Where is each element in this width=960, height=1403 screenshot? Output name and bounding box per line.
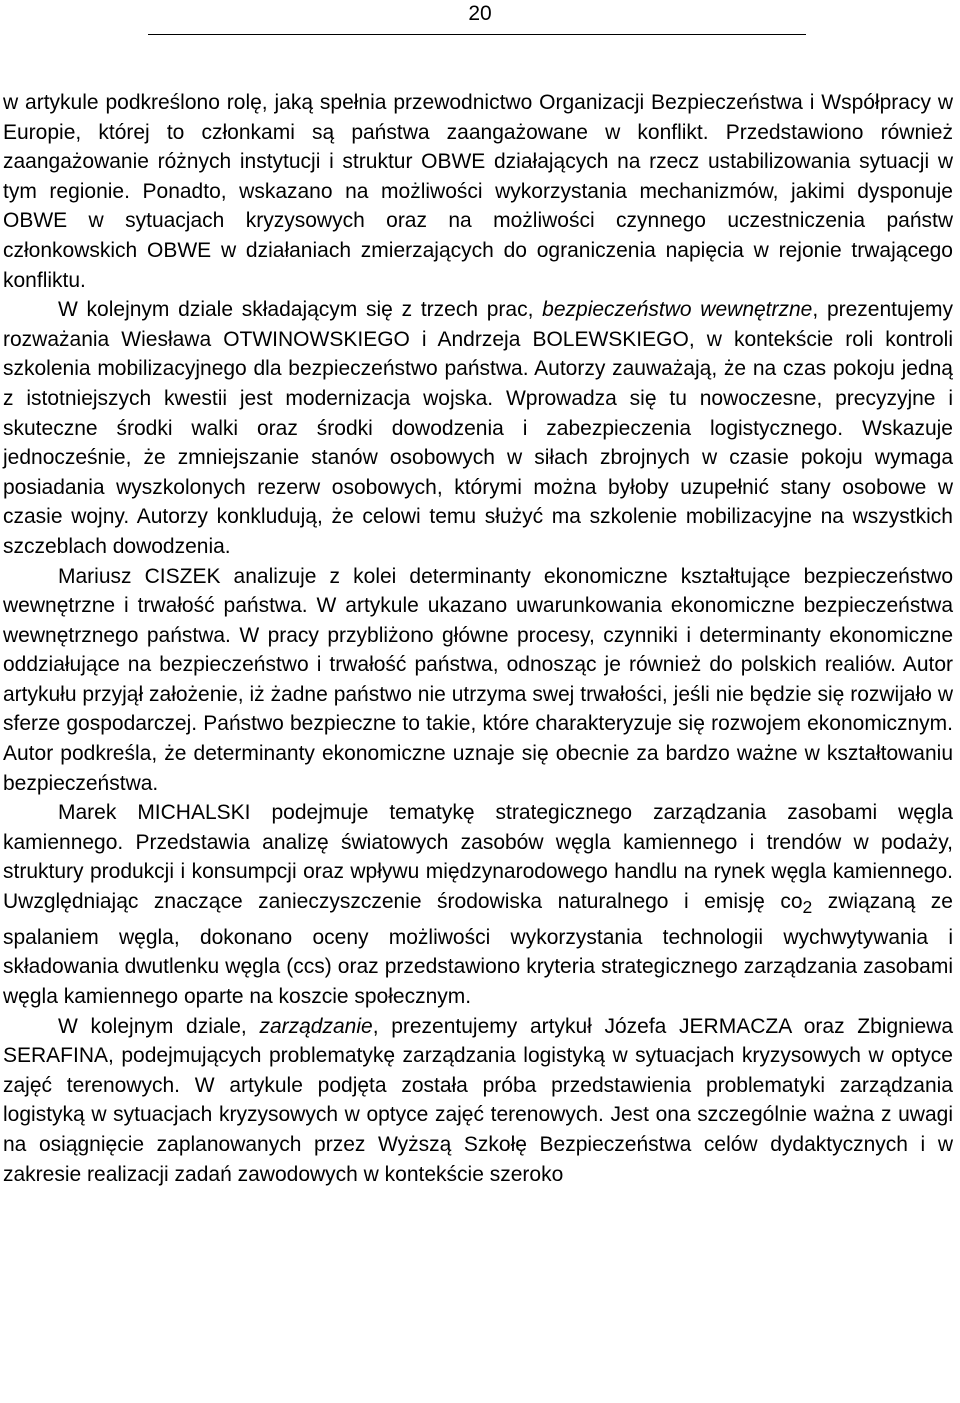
paragraph <box>3 798 953 1011</box>
text-run: w artykule podkreślono rolę, jaką spełnia przewodnictwo Organizacji Bezpieczeństwa i Współpracy w Europie, której to członkami są państwa zaangażowane w konflikt. Przedstawiono również zaangażowanie różnych instytucji i struktur OBWE działających na rzecz ustabilizowania sytuacji w tym regionie. Ponadto, wskazano na możliwości wykorzystania mechanizmów, jakimi dysponuje OBWE w sytuacjach kryzysowych oraz na możliwości czynnego uczestniczenia państw członkowskich OBWE w działaniach zmierzających do ograniczenia napięcia w rejonie trwającego konfliktu. <box>3 91 953 292</box>
text-run: W kolejnym dziale składającym się z trzech prac, <box>58 298 543 322</box>
text-run: Marek MICHALSKI podejmuje tematykę strategicznego zarządzania zasobami węgla kamiennego. Przedstawia analizę światowych zasobów węgla kamiennego i trendów w podaży, struktury produkcji i konsumpcji oraz wpływu międzynarodowego handlu na rynek węgla kamiennego. Uwzględniając znaczące zanieczyszczenie środowiska naturalnego i emisję co <box>3 801 953 914</box>
paragraph <box>3 295 953 561</box>
text-run: W kolejnym dziale, <box>58 1014 260 1038</box>
paragraph <box>3 88 953 295</box>
body-text <box>3 88 953 1189</box>
paragraph <box>3 1012 953 1190</box>
text-run: związaną ze spalaniem węgla, dokonano oceny możliwości wykorzystania technologii wychwytywania i składowania dwutlenku węgla (ccs) oraz przedstawiono kryteria strategicznego zarządzania zasobami węgla kamiennego oparte na koszcie społecznym. <box>3 890 953 1008</box>
emphasized-text: zarządzanie <box>259 1014 373 1038</box>
paragraph <box>3 562 953 799</box>
page-number: 20 <box>468 2 492 25</box>
header-rule <box>148 34 806 35</box>
emphasized-text: bezpieczeństwo wewnętrzne <box>542 298 813 322</box>
text-run: , prezentujemy artykuł Józefa JERMACZA oraz Zbigniewa SERAFINA, podejmujących problematykę zarządzania logistyką w sytuacjach kryzysowych w optyce zajęć terenowych. W artykule podjęta została próba przedstawienia problematyki zarządzania logistyką w sytuacjach kryzysowych w optyce zajęć terenowych. Jest ona szczególnie ważna z uwagi na osiągnięcie zaplanowanych przez Wyższą Szkołę Bezpieczeństwa celów dydaktycznych i w zakresie realizacji zadań zawodowych w kontekście szeroko <box>3 1014 954 1186</box>
text-run: , prezentujemy rozważania Wiesława OTWINOWSKIEGO i Andrzeja BOLEWSKIEGO, w kontekście roli kontroli szkolenia mobilizacyjnego dla bezpieczeństwo państwa. Autorzy zauważają, że na czas pokoju jedną z istotniejszych kwestii jest modernizacja wojska. Wprowadza się tu nowoczesne, precyzyjne i skuteczne środki walki oraz środki dowodzenia i zabezpieczenia logistycznego. Wskazuje jednocześnie, że zmniejszanie stanów osobowych w siłach zbrojnych w czasie pokoju wymaga posiadania wyszkolonych rezerw osobowych, którymi można byłoby uzupełnić stany osobowe w czasie wojny. Autorzy konkludują, że celowi temu służyć ma szkolenie mobilizacyjne na wszystkich szczeblach dowodzenia. <box>3 298 954 558</box>
text-run: Mariusz CISZEK analizuje z kolei determinanty ekonomiczne kształtujące bezpieczeństwo wewnętrzne i trwałość państwa. W artykule ukazano uwarunkowania ekonomiczne bezpieczeństwa wewnętrznego państwa. W pracy przybliżono główne procesy, czynniki i determinanty ekonomiczne oddziałujące na bezpieczeństwo i trwałość państwa, odnosząc je również do polskich realiów. Autor artykułu przyjął założenie, iż żadne państwo nie utrzyma swej trwałości, jeśli nie będzie się rozwijało w sferze gospodarczej. Państwo bezpieczne to takie, które charakteryzuje się rozwojem ekonomicznym. Autor podkreśla, że determinanty ekonomiczne uznaje się obecnie za bardzo ważne w kształtowaniu bezpieczeństwa. <box>3 564 953 795</box>
subscript-text: 2 <box>802 897 813 918</box>
